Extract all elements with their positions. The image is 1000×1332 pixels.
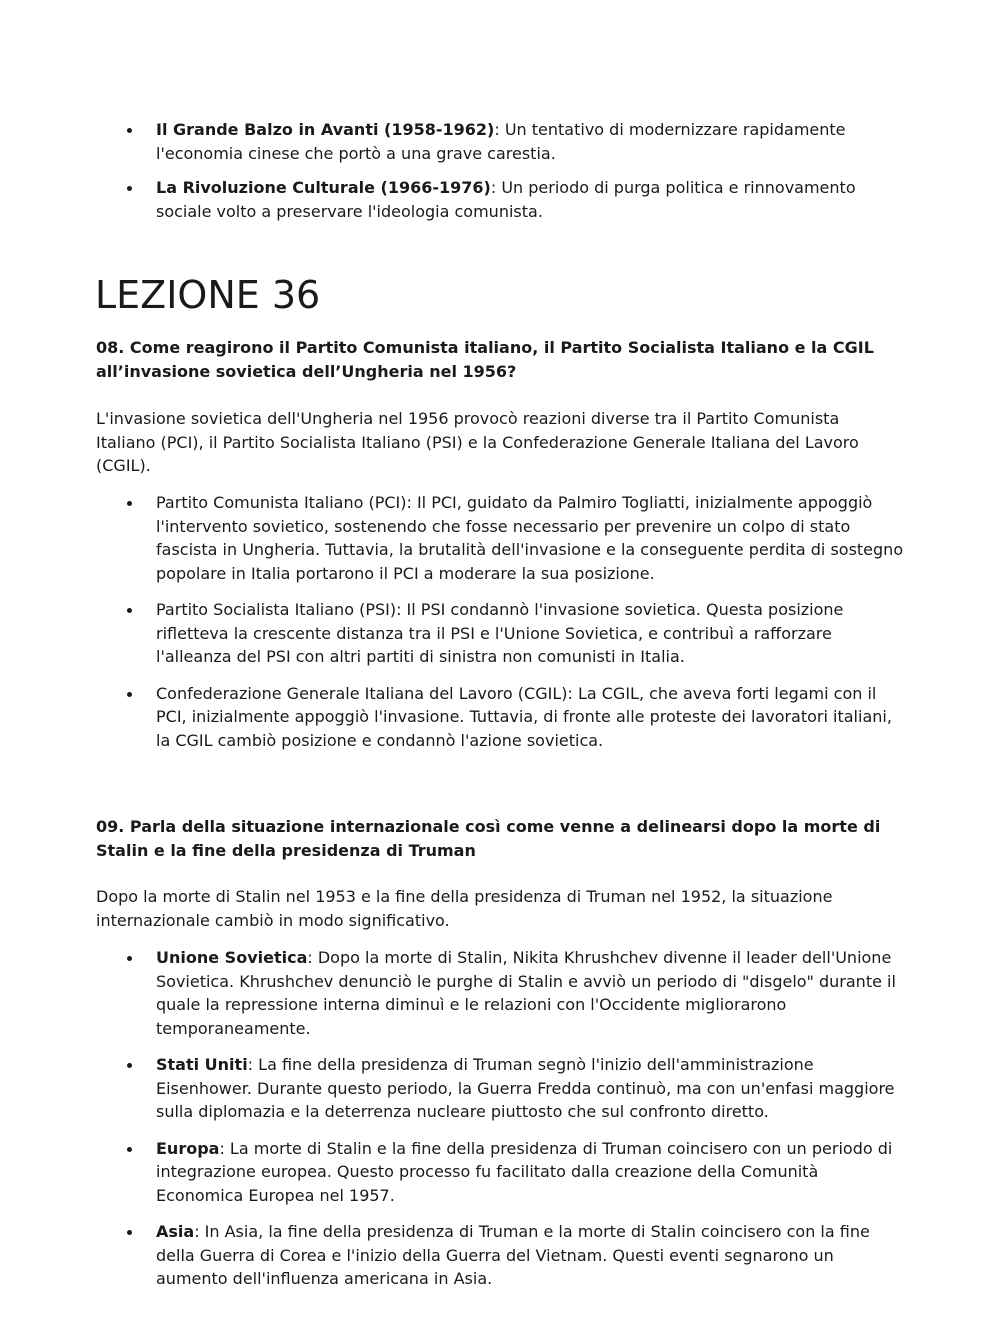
question-09-intro: Dopo la morte di Stalin nel 1953 e la fine della presidenza di Truman nel 1952, la situazione internazionale cambiò in modo significativo. bbox=[96, 887, 833, 930]
list-item: Confederazione Generale Italiana del Lavoro (CGIL): La CGIL, che aveva forti legami con il PCI, inizialmente appoggiò l'invasione. Tuttavia, di fronte alle proteste dei lavoratori italiani, la CGIL cambiò posizione e condannò l'azione sovietica. bbox=[96, 682, 906, 753]
question-09-heading: 09. Parla della situazione internazionale così come venne a delinearsi dopo la morte di Stalin e la fine della presidenza di Truman bbox=[96, 817, 881, 860]
bullet-term: Europa bbox=[156, 1138, 220, 1158]
bullet-text: : In Asia, la fine della presidenza di Truman e la morte di Stalin coincisero con la fine della Guerra di Corea e l'inizio della Guerra del Vietnam. Questi eventi segnarono un aumento dell'influenza americana in Asia. bbox=[156, 1222, 870, 1288]
bullet-text: : La morte di Stalin e la fine della presidenza di Truman coincisero con un periodo di integrazione europea. Questo processo fu facilitato dalla creazione della Comunità Economica Europea nel 1957. bbox=[156, 1138, 893, 1205]
bullet-text: : Dopo la morte di Stalin, Nikita Khrushchev divenne il leader dell'Unione Sovietica. Khrushchev denunciò le purghe di Stalin e avviò un periodo di "disgelo" durante il quale la repressione interna diminuì e le relazioni con l'Occidente migliorarono temporaneamente. bbox=[156, 948, 896, 1038]
bullet-term: Il Grande Balzo in Avanti (1958-1962) bbox=[156, 120, 495, 139]
bullet-text: : Un tentativo di modernizzare rapidamente l'economia cinese che portò a una grave carestia. bbox=[156, 120, 846, 163]
list-item: Partito Socialista Italiano (PSI): Il PSI condannò l'invasione sovietica. Questa posizione rifletteva la crescente distanza tra il PSI e l'Unione Sovietica, e contribuì a rafforzare l'alleanza del PSI con altri partiti di sinistra non comunisti in Italia. bbox=[96, 598, 906, 669]
list-item bbox=[96, 1053, 906, 1124]
bullet-text: : Un periodo di purga politica e rinnovamento sociale volto a preservare l'ideologia comunista. bbox=[156, 178, 856, 221]
question-08-intro: L'invasione sovietica dell'Ungheria nel 1956 provocò reazioni diverse tra il Partito Comunista Italiano (PCI), il Partito Socialista Italiano (PSI) e la Confederazione Generale Italiana del Lavoro (CGIL). bbox=[96, 409, 859, 475]
bullet-term: Stati Uniti bbox=[156, 1055, 248, 1074]
list-item bbox=[96, 176, 906, 223]
question-08-list bbox=[96, 491, 906, 752]
bullet-term: Asia bbox=[156, 1222, 195, 1241]
list-item bbox=[96, 1220, 906, 1291]
lesson-title: LEZIONE 36 bbox=[95, 273, 321, 317]
bullet-text: : La fine della presidenza di Truman segnò l'inizio dell'amministrazione Eisenhower. Durante questo periodo, la Guerra Fredda continuò, ma con un'enfasi maggiore sulla diplomazia e la deterrenza nucleare piuttosto che sul confronto diretto. bbox=[156, 1055, 895, 1121]
list-item bbox=[96, 946, 906, 1040]
question-09-list bbox=[96, 946, 906, 1291]
bullet-term: Unione Sovietica bbox=[156, 948, 308, 967]
bullet-term: La Rivoluzione Culturale (1966-1976) bbox=[156, 178, 491, 197]
list-item bbox=[96, 1137, 906, 1208]
intro-bullet-list bbox=[96, 118, 906, 223]
list-item: Partito Comunista Italiano (PCI): Il PCI, guidato da Palmiro Togliatti, inizialmente appoggiò l'intervento sovietico, sostenendo che fosse necessario per prevenire un colpo di stato fascista in Ungheria. Tuttavia, la brutalità dell'invasione e la conseguente perdita di sostegno popolare in Italia portarono il PCI a moderare la sua posizione. bbox=[96, 491, 906, 585]
list-item bbox=[96, 118, 906, 165]
question-08-heading: 08. Come reagirono il Partito Comunista italiano, il Partito Socialista Italiano e la CGIL all’invasione sovietica dell’Ungheria nel 1956? bbox=[96, 338, 874, 381]
